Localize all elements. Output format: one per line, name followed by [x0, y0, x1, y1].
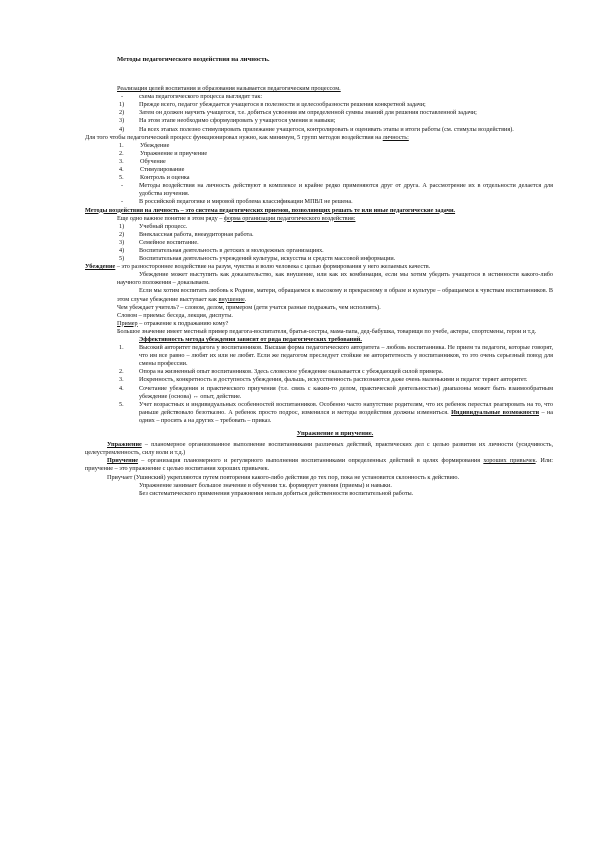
item-text: Прежде всего, педагог убеждается учащегося в полезности и целесообразности решения конкретной задачи;: [139, 101, 426, 109]
item-text: На всех этапах полезно стимулировать прилежание учащегося, контролировать и оценивать этапы и итоги работы (см. стимулы воздействия).: [139, 125, 514, 133]
list-item: [117, 385, 553, 401]
list-item: [117, 109, 553, 117]
item-number: 5.: [119, 400, 124, 408]
item-number: 4): [119, 246, 125, 254]
list-item: [117, 174, 553, 182]
page-title: Методы педагогического воздействия на личность.: [117, 56, 270, 63]
list-item: [117, 101, 553, 109]
item-text: Учебный процесс.: [139, 222, 188, 230]
groups-lead-text: Для того чтобы педагогический процесс функционировал нужно, как минимум, 5 групп методов воздействия на: [85, 133, 382, 141]
paragraph: Большое значение имеет местный пример педагога-воспитателя, братья-сестры, мама-папа, дед-бабушка, товарищи по учебе, актеры, спортсмены, герои и т.д.: [117, 327, 537, 335]
paragraph: Чем убеждает учитель? – словом, делом, примером (дети учатся разные подражать, чем исполнять).: [117, 303, 381, 311]
list-item: [117, 182, 553, 198]
item-text: На этом этапе необходимо сформулировать у учащегося умения и навыки;: [139, 117, 336, 125]
groups-lead: [85, 134, 553, 142]
paragraph: Без систематического применения упражнения нельзя добиться действенности воспитательной работы.: [139, 489, 414, 497]
item-text: Стимулирование: [140, 166, 185, 174]
list-item: [117, 126, 553, 134]
suggestion-term: внушение: [218, 295, 245, 303]
forms-lead-text: Еще одно важное понятие в этом ряду –: [117, 214, 223, 222]
system-definition-tail: педагогические задачи.: [389, 206, 456, 214]
item-number: 2.: [119, 149, 124, 157]
belief-definition: [85, 263, 553, 271]
intro-bullet-list: [117, 93, 553, 101]
paragraph: Приучает (Ушинский) укрепляются путем повторения какого-либо действия до тех пор, пока не установится склонность к действию.: [107, 473, 460, 481]
intro-bullet-text: схема педагогического процесса выглядит так:: [139, 93, 263, 101]
paragraph-text: . Или: приучение – это упражнение с целью воспитания хороших привычек.: [85, 457, 554, 473]
list-item: [117, 117, 553, 125]
paragraph: [117, 287, 553, 303]
list-item: [117, 247, 553, 255]
item-text: Убеждение: [140, 141, 170, 149]
list-item: [117, 376, 553, 384]
item-text: – на одних – просить а на других – требовать – приказ.: [139, 408, 554, 424]
section-title: Упражнение и приучение.: [296, 430, 374, 438]
belief-definition-text: – это разностороннее воздействие на разум, чувства и волю человека с целью формирования у него желаемых качеств.: [115, 263, 431, 271]
item-text: Воспитательная деятельность в детских и молодежных организациях.: [139, 246, 324, 254]
list-item: [117, 198, 553, 206]
list-item: [117, 166, 553, 174]
item-number: 5): [119, 255, 125, 263]
list-item: [117, 401, 553, 425]
item-number: 3.: [119, 376, 124, 384]
example-term: Пример: [117, 319, 138, 327]
requirements-list: [117, 344, 553, 425]
item-number: 1): [119, 222, 125, 230]
item-number: 1.: [119, 344, 124, 352]
item-number: 2.: [119, 368, 124, 376]
item-text: Методы воздействия на личность действуют в комплексе и крайне редко применяются друг от друга. А рассмотрение их в отдельности делается для удобства изучения.: [139, 182, 553, 198]
item-text: Затем он должен научить учащегося, т.е. добиться усвоения им определенной суммы знаний для решения поставленной задачи;: [139, 109, 477, 117]
groups-lead-term: личность:: [382, 133, 409, 141]
item-number: 3): [119, 117, 125, 125]
item-number: 3): [119, 238, 125, 246]
paragraph: Упражнение занимает большое значение в обучении т.к. формирует умения (приемы) и навыки.: [139, 481, 392, 489]
method-groups-list: [117, 142, 553, 182]
list-item: [117, 142, 553, 150]
paragraph-text: – планомерное организованное выполнение воспитанниками различных действий, практических дел с целью развития их личности (усидчивость, целеустремленность, силу воли и т.д.): [85, 441, 553, 457]
paragraph: [117, 320, 553, 328]
paragraph: Словом – приемы: беседа, лекция, диспуты.: [117, 311, 233, 319]
good-habits-term: хороших привычек: [483, 457, 536, 465]
effectiveness-heading: Эффективность метода убеждения зависит от ряда педагогических требований.: [139, 336, 362, 343]
item-text: Сочетание убеждения и практического приучения (т.е. связь с каким-то делом, практической деятельностью) диапазоны может быть взаимообратным убеждение (основа) ↔ опыт, действие.: [139, 384, 553, 400]
paragraph-text: Если мы хотим воспитать любовь к Родине, матери, обращаемся к высокому и прекрасному в образе и культуре – обращаемся к чувствам воспитанников. В этом случае убеждение выступает как: [117, 287, 553, 303]
paragraph-text: – организация планомерного и регулярного выполнения воспитанниками определенных действий в целях формирования: [138, 457, 484, 465]
paragraph-text: – отражение к подражанию кому?: [137, 319, 229, 327]
item-text: Контроль и оценка: [140, 174, 190, 182]
intro-bullet: [117, 93, 553, 101]
item-text: Опора на жизненный опыт воспитанников. Здесь словесное убеждение оказывается с убеждающей силой примера.: [139, 368, 444, 376]
habituation-definition: [85, 457, 553, 473]
belief-term: Убеждение: [85, 263, 116, 271]
exercise-term: Упражнение: [107, 441, 142, 449]
item-text: В российской педагогике и мировой проблема классификации МПВЛ не решена.: [139, 198, 353, 206]
item-text: Внеклассная работа, внеаудиторная работа.: [139, 230, 254, 238]
system-definition-text: Методы воздействия на личность – это система педагогических приемов, позволяющих решать те или иные: [85, 206, 389, 214]
item-text: Обучение: [140, 157, 166, 165]
item-number: 3.: [119, 157, 124, 165]
list-item: [117, 150, 553, 158]
list-item: [117, 255, 553, 263]
list-item: [117, 231, 553, 239]
forms-list: [117, 223, 553, 263]
item-text: Высокий авторитет педагога у воспитанников. Высшая форма педагогического авторитета – любовь воспитанника. Не прием та педагоги, которые говорят, что им все равно – любят их или не любят. Если же педагогом преследует стойкие не авторитетность у воспитанников, то это очень серьезный повод для смены профессии.: [139, 344, 553, 368]
item-number: 4.: [119, 166, 124, 174]
item-number: 4): [119, 125, 125, 133]
exercise-definition: [85, 441, 553, 457]
habituation-term: Приучение: [107, 457, 139, 465]
item-number: 1.: [119, 141, 124, 149]
system-definition: [85, 207, 553, 215]
list-item: [117, 368, 553, 376]
item-number: 1): [119, 101, 125, 109]
paragraph: Убеждение может выступить как доказательство, как внушение, или как их комбинация, если мы хотим убедить учащегося в истинности какого-либо научного положения – доказываем.: [117, 271, 553, 287]
item-text: Семейное воспитание.: [139, 238, 199, 246]
paragraph-text: .: [244, 295, 247, 303]
list-item: [117, 223, 553, 231]
process-steps-list: [117, 101, 553, 133]
forms-lead: [117, 215, 553, 223]
individual-term: Индивидуальные возможности: [451, 408, 540, 416]
notes-list: [117, 182, 553, 206]
item-text: Упражнение и приучение: [140, 149, 208, 157]
document-body: [85, 56, 554, 498]
item-number: 4.: [119, 384, 124, 392]
item-number: 2): [119, 109, 125, 117]
item-number: 5.: [119, 174, 124, 182]
list-item: [117, 158, 553, 166]
list-item: [117, 344, 553, 368]
forms-lead-term: форма организации педагогического воздействия:: [223, 214, 356, 222]
item-text: Искренность, конкретность и доступность убеждения, фальшь, искусственность распознаются даже очень маленькими и педагог теряет авторитет.: [139, 376, 528, 384]
item-text: Воспитательная деятельность учреждений культуры, искусства и средств массовой информации.: [139, 255, 396, 263]
item-number: 2): [119, 230, 125, 238]
item-text: Учет возрастных и индивидуальных особенностей воспитанников. Особенно часто напутствие родителям, что их ребенок перестал реагировать на то, что раньше действовало безотказно. А ребенок просто подрос, изменился и методы воздействия должны измениться.: [139, 400, 553, 416]
intro-heading: Реализация целей воспитания и образования называется педагогическим процессом.: [117, 85, 341, 93]
list-item: [117, 239, 553, 247]
